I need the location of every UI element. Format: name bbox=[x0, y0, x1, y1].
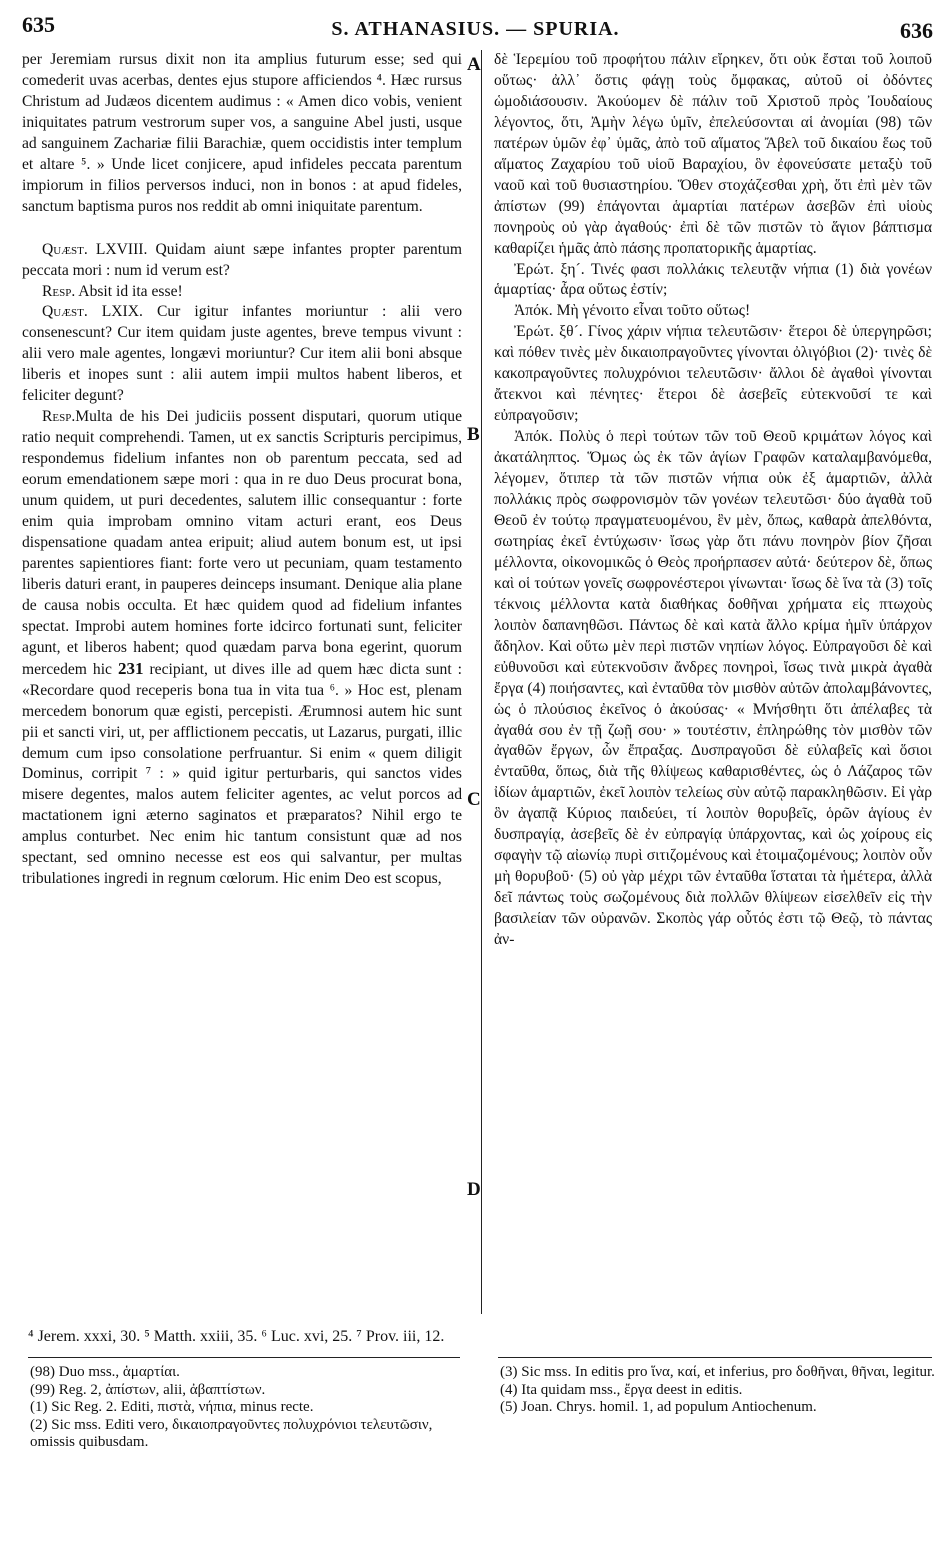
note: (5) Joan. Chrys. homil. 1, ad populum Antiochenum. bbox=[500, 1399, 817, 1416]
note: (98) Duo mss., ἁμαρτίαι. bbox=[30, 1364, 180, 1380]
greek-question-69: Ἐρώτ. ξθ´. Γίνος χάριν νήπια τελευτῶσιν· ἕτεροι δὲ ὑπεργηρῶσι; καὶ πόθεν τινὲς μὲν δικαιοπραγοῦντες γίνονται ὀλιγόβιοι (2)· τινὲς δὲ κακοπραγοῦντες πολυχρόνιοι τελευτῶσιν· ἄλλοι δὲ ἀγαθοὶ γίνονται ἄτεκνοι καὶ πένητες· ἕτεροι δὲ ἀσεβεῖς εὐτεκνοῦσί τε καὶ εὐπραγοῦσιν; bbox=[494, 323, 932, 425]
note: (1) Sic Reg. 2. Editi, πιστὰ, νήπια, minus recte. bbox=[30, 1399, 314, 1416]
section-marker-c: C bbox=[467, 789, 481, 810]
latin-question-69: Quæst. LXIX. Cur igitur infantes moriuntur : alii vero consenescunt? Cur item quidam juste agentes, breve tempus vivunt : alii vero male agentes, longævi moriuntur? Cur item alii boni absque liberis et inopes sunt : alii autem impii multos habent liberos, et feliciter degunt? bbox=[22, 303, 463, 405]
latin-response-68: Resp. Absit id ita esse! bbox=[42, 282, 183, 300]
latin-response-69: Resp.Multa de his Dei judiciis possent disputari, quorum utique ratio nequit comprehendi. Tamen, ut ex sanctis Scripturis percipimus, respondemus fidelium infantes non ob parentum peccata, sed ad eorum emendationem sæpe mori : qua in re duo Deus procurat bona, unum quidem, ut puri decedentes, salutem illic consequantur : forte enim quia improbam omnino vitam acturi erant, eos Deus dispensatione quadam antea eripuit; aliud autem bonum est, ut ipsi parentes sapientiores fiant: forte vero ut pecuniam, quam testamento liberis daturi erant, in pauperes deinceps insumant. Denique alia plane de causa nobis occulta. Et hæc quidem quod ad fidelium infantes spectat. Improbi autem homines forte idcirco fortunati sunt, feliciter agunt, et liberos habent; quod quædam parva bona egerint, quorum mercedem hic 231 recipiant, ut dives ille ad quem hæc dicta sunt : «Recordare quod receperis bona tua in vita tua ⁶. » Hoc est, plenam mercedem bonorum quæ egisti, percepisti. Ærumnosi autem hic sunt pii et sancti viri, ut, per afflictionem peccatis, ut Lazarus, purgati, illic demum cum ipso consolatione perfruantur. Si enim « quem diligit Dominus, corripit ⁷ : » quid igitur perturbaris, qui sanctos vides misere degentes, malos autem feliciter agentes, ac velut porcos ad mactationem igni æterno saginatos et præparatos? Nihil ergo te amplus conturbet. Nec enim hic tantum consistunt quæ ad nos spectant, sed omnino necesse est eos qui salvantur, per multas tribulationes ingredi in regnum cœlorum. Hic enim Deo est scopus, bbox=[22, 408, 462, 888]
greek-question-68: Ἐρώτ. ξη´. Τινές φασι πολλάκις τελευτᾷν νήπια (1) διὰ γονέων ἁμαρτίας· ἆρα οὕτως ἐστίν; bbox=[494, 260, 932, 299]
latin-column bbox=[22, 50, 462, 890]
latin-paragraph-1: per Jeremiam rursus dixit non ita amplius futurum esse; sed qui comederit uvas acerbas, dentes ejus stupore afficiendos ⁴. Hæc rursus Christum ad Judæos dicentem audimus : « Amen dico vobis, venient iniquitates patrum vestrorum super vos, a sanguine Abel justi, usque ad sanguinem Zachariæ filii Barachiæ, quem occidistis inter templum et altare ⁵. » Unde licet conjicere, apud infideles peccata parentum impiorum in filios perversos induci, non in bonos : at apud fideles, sanctum baptisma puros nos reddit ab omni iniquitate parentum. bbox=[22, 51, 462, 215]
greek-column bbox=[494, 50, 932, 951]
greek-paragraph-1: δὲ Ἱερεμίου τοῦ προφήτου πάλιν εἴρηκεν, ὅτι οὐκ ἔσται τοῦ λοιποῦ οὕτως· ἀλλ᾽ ὅστις φάγῃ τοὺς ὄμφακας, αὐτοῦ οἱ ὀδόντες ὡμοδιάσουσιν. Ἀκούομεν δὲ πάλιν τοῦ Χριστοῦ πρὸς Ἰουδαίους λέγοντος, ὅτι, Ἀμὴν λέγω ὑμῖν, ἐπελεύσονται αἱ ἀνομίαι (98) τῶν πατέρων ὑμῶν ἐφ᾽ ὑμᾶς, ἀπὸ τοῦ αἵματος Ἄβελ τοῦ δικαίου ἕως τοῦ αἵματος Ζαχαρίου τοῦ υἱοῦ Βαραχίου, ὃν ἐφονεύσατε μεταξὺ τοῦ ναοῦ καὶ τοῦ θυσιαστηρίου. Ὅθεν στοχάζεσθαι χρὴ, ὅτι ἐπὶ μὲν τῶν ἀπίστων (99) ἐπάγονται ἁμαρτίαι πατέρων ἀσεβῶν ἐπὶ υἱοὺς πονηροὺς οὐ γὰρ ἀγαθούς· ἐπὶ δὲ τῶν πιστῶν τὸ ἅγιον βάπτισμα καθαρίζει ἡμᾶς ἀπὸ πάσης προπατορικῆς ἁμαρτίας. bbox=[494, 51, 932, 257]
notes-left bbox=[30, 1364, 470, 1452]
section-marker-a: A bbox=[467, 54, 481, 75]
note: (2) Sic mss. Editi vero, δικαιοπραγοῦντες πολυχρόνιοι τελευτῶσιν, omissis quibusdam. bbox=[30, 1416, 433, 1451]
running-title: S. ATHANASIUS. — SPURIA. bbox=[331, 18, 620, 40]
left-page-number: 635 bbox=[22, 12, 55, 37]
column-number: 231 bbox=[117, 658, 144, 678]
greek-response-68: Ἀπόκ. Μὴ γένοιτο εἶναι τοῦτο οὕτως! bbox=[514, 302, 751, 320]
notes-rule-right bbox=[498, 1357, 932, 1358]
note: (3) Sic mss. In editis pro ἵνα, καί, et inferius, pro δοθῆναι, θῆναι, legitur. bbox=[500, 1364, 935, 1380]
right-page-number: 636 bbox=[900, 18, 933, 43]
greek-response-69: Ἀπόκ. Πολὺς ὁ περὶ τούτων τῶν τοῦ Θεοῦ κριμάτων λόγος καὶ ἀκατάληπτος. Ὅμως ὡς ἐκ τῶν ἁγίων Γραφῶν καταλαμβανόμεθα, λέγομεν, ὅτιπερ τὰ τῶν πιστῶν νήπια οὐκ ἐξ ἁμαρτιῶν, ἀλλὰ πολλάκις πρὸς σωφρονισμὸν τῶν γονέων τελευτῶσι· δύο ἀγαθὰ τοῦ Θεοῦ ἐν τούτῳ πραγματευομένου, ἓν μὲν, ὅπως, καθαρὰ ἀπελθόντα, σωτηρίας ἐκεῖ ἐντύχωσιν· ἴσως γὰρ ὅτι πάνυ πονηρὸν βίον ζῆσαι μέλλοντα, οἰκονομικῶς ὁ Θεὸς προήρπασεν αὐτά· δεύτερον δὲ, ὅπως καὶ οἱ τούτων γονεῖς σωφρονέστεροι γίνωνται· ἴσως δὲ ἵνα τὰ (3) τοῖς τέκνοις μέλλοντα κατὰ διαθήκας δοθῆναι χρήματα εἰς πτωχοὺς λοιπὸν δαπανηθῶσι. Πάντως δὲ καὶ κατὰ ἄλλο κρίμα ἡμῖν ὑπάρχον ἄδηλον. Καὶ οὕτω μὲν περὶ πιστῶν νηπίων λόγος. Εὐπραγοῦσι δὲ καὶ εὐθυνοῦσι καὶ εὐτεκνοῦσιν ἄνδρες πονηροὶ, ἴσως τινὰ μικρὰ ἀγαθὰ ἔργα (4) ποιήσαντες, καὶ ἐνταῦθα τὸν μισθὸν αὐτῶν ἀπολαμβάνοντες, ὡς ὁ πλούσιος ἐκεῖνος ὁ ἀκούσας· « Μνήσθητι ὅτι ἀπέλαβες τὰ ἀγαθά σου ἐν τῇ ζωῇ σου· » τουτέστιν, ἐπληρώθης τὸν μισθὸν τῶν ἀγαθῶν ἔργων, ὧν ἔπραξας. Δυσπραγοῦσι δὲ εὐλαβεῖς καὶ ὅσιοι ἐνταῦθα, ὅπως, διὰ τῆς θλίψεως καθαρισθέντες, ὡς ὁ Λάζαρος τῶν ἰδίων ἁμαρτιῶν, ἐκεῖ λοιπὸν τελείως σὺν αὐτῷ παρακληθῶσιν. Εἰ γὰρ ὃν ἀγαπᾷ Κύριος παιδεύει, τί λοιπὸν θορυβεῖς, ὁρῶν ἁγίους ἐν δυσπραγίᾳ, ἀσεβεῖς δὲ ἐν εὐπραγίᾳ ὑπάρχοντας, καὶ ὡς χοίρους εἰς σφαγὴν τῷ αἰωνίῳ πυρὶ σιτιζομένους καὶ ἑτοιμαζομένους; λοιπὸν οὖν μὴ θορυβοῦ· (5) οὐ γὰρ μέχρι τῶν ἐνταῦθα ἵσταται τὰ ἡμέτερα, ἀλλὰ δεῖ πάντως τοὺς σωζομένους διὰ πολλῶν θλίψεων εἰσελθεῖν εἰς τὴν βασιλείαν τῶν οὐρανῶν. Σκοπὸς γάρ οὗτός ἐστι τῷ Θεῷ, τὸ πάντας ἀν- bbox=[494, 428, 932, 949]
note: (4) Ita quidam mss., ἔργα deest in editis. bbox=[500, 1381, 743, 1398]
notes-rule-left bbox=[28, 1357, 460, 1358]
latin-question-68: Quæst. LXVIII. Quidam aiunt sæpe infantes propter parentum peccata mori : num id verum est? bbox=[22, 240, 462, 279]
notes-right bbox=[500, 1364, 940, 1417]
scripture-references: ⁴ Jerem. xxxi, 30. ⁵ Matth. xxiii, 35. ⁶ Luc. xvi, 25. ⁷ Prov. iii, 12. bbox=[28, 1328, 445, 1345]
column-separator bbox=[481, 50, 482, 1314]
note: (99) Reg. 2, ἀπίστων, alii, ἀβαπτίστων. bbox=[30, 1381, 266, 1398]
section-marker-b: B bbox=[467, 424, 480, 445]
section-marker-d: D bbox=[467, 1179, 481, 1200]
